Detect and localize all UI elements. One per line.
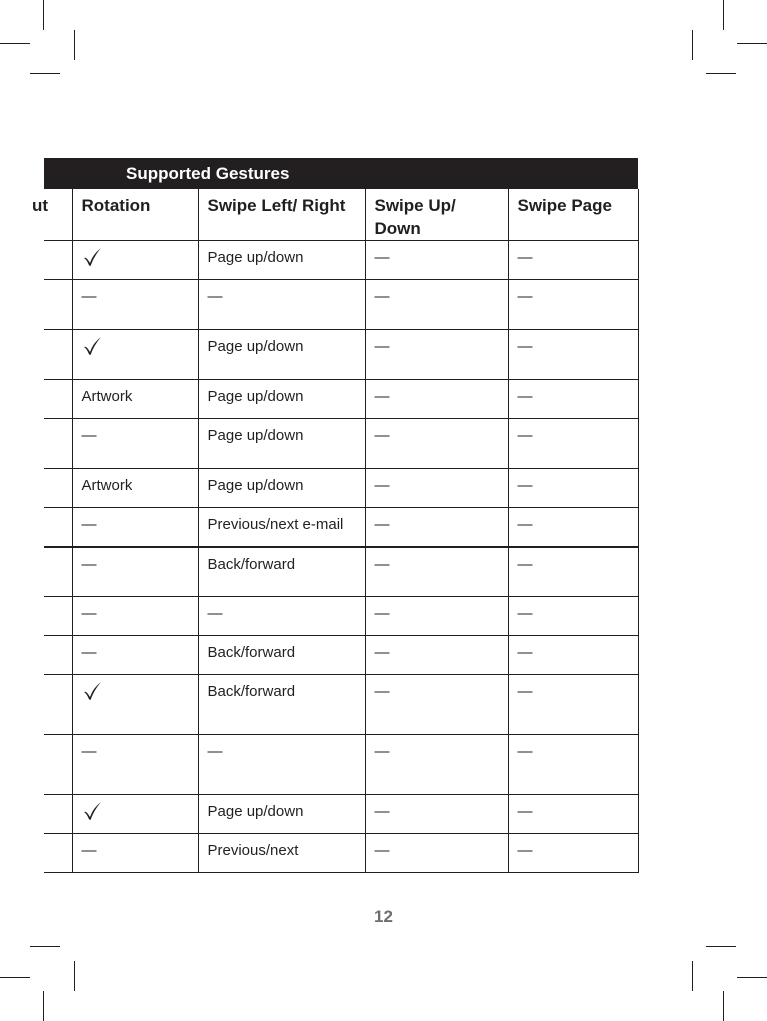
cut-cell (44, 241, 72, 280)
cut-cell (44, 380, 72, 419)
swipe-up-down-cell: — (365, 469, 508, 508)
swipe-left-right-cell: Page up/down (198, 241, 365, 280)
crop-mark (692, 961, 693, 991)
rotation-cell: Artwork (72, 380, 198, 419)
swipe-left-right-cell: Page up/down (198, 419, 365, 469)
rotation-cell: — (72, 547, 198, 597)
rotation-cell: — (72, 508, 198, 547)
swipe-page-cell: — (508, 330, 638, 380)
crop-mark (706, 946, 736, 947)
swipe-page-cell: — (508, 675, 638, 735)
swipe-up-down-cell: — (365, 419, 508, 469)
cut-cell (44, 330, 72, 380)
swipe-left-right-cell: — (198, 597, 365, 636)
table-row (44, 280, 638, 330)
page-number: 12 (374, 907, 393, 926)
checkmark-icon (82, 681, 102, 701)
table-header-row (44, 189, 638, 241)
swipe-up-down-cell: — (365, 280, 508, 330)
cut-cell (44, 419, 72, 469)
table-row (44, 469, 638, 508)
crop-mark (30, 73, 60, 74)
table-row (44, 597, 638, 636)
swipe-page-cell: — (508, 419, 638, 469)
cut-cell (44, 508, 72, 547)
swipe-up-down-cell: — (365, 735, 508, 795)
swipe-left-right-cell: — (198, 280, 365, 330)
table-row (44, 735, 638, 795)
crop-mark (74, 30, 75, 60)
swipe-page-cell: — (508, 469, 638, 508)
swipe-left-right-cell: Page up/down (198, 795, 365, 834)
swipe-page-cell: — (508, 280, 638, 330)
table-row (44, 508, 638, 547)
table-row (44, 419, 638, 469)
rotation-cell (72, 241, 198, 280)
rotation-cell (72, 795, 198, 834)
rotation-cell: — (72, 597, 198, 636)
swipe-page-cell: — (508, 241, 638, 280)
swipe-up-down-cell: — (365, 675, 508, 735)
cut-cell (44, 469, 72, 508)
cut-cell (44, 795, 72, 834)
rotation-cell (72, 330, 198, 380)
crop-mark (723, 991, 724, 1021)
swipe-left-right-cell: Back/forward (198, 636, 365, 675)
rotation-cell: Artwork (72, 469, 198, 508)
crop-mark (692, 30, 693, 60)
crop-mark (737, 977, 767, 978)
cut-cell (44, 735, 72, 795)
table-row (44, 675, 638, 735)
crop-mark (43, 0, 44, 30)
checkmark-icon (82, 336, 102, 356)
swipe-left-right-cell: Previous/next (198, 834, 365, 873)
crop-mark (0, 977, 30, 978)
column-header-swipe-up-down: Swipe Up/ Down (365, 189, 508, 241)
table-row (44, 330, 638, 380)
rotation-cell (72, 675, 198, 735)
swipe-left-right-cell: Page up/down (198, 380, 365, 419)
cut-cell (44, 675, 72, 735)
cut-cell (44, 636, 72, 675)
rotation-cell: — (72, 834, 198, 873)
table-row (44, 380, 638, 419)
swipe-page-cell: — (508, 380, 638, 419)
table-row (44, 636, 638, 675)
crop-mark (74, 961, 75, 991)
table-row (44, 834, 638, 873)
swipe-up-down-cell: — (365, 241, 508, 280)
banner-title: Supported Gestures (126, 164, 290, 183)
swipe-up-down-cell: — (365, 380, 508, 419)
swipe-page-cell: — (508, 547, 638, 597)
table-row (44, 547, 638, 597)
swipe-up-down-cell: — (365, 330, 508, 380)
cut-cell (44, 597, 72, 636)
column-header-swipe-page: Swipe Page (508, 189, 638, 241)
column-header-rotation: Rotation (72, 189, 198, 241)
crop-mark (0, 43, 30, 44)
table-row (44, 241, 638, 280)
swipe-page-cell: — (508, 636, 638, 675)
swipe-left-right-cell: Page up/down (198, 469, 365, 508)
swipe-left-right-cell: — (198, 735, 365, 795)
crop-mark (43, 991, 44, 1021)
swipe-page-cell: — (508, 795, 638, 834)
crop-mark (30, 946, 60, 947)
crop-mark (723, 0, 724, 30)
swipe-page-cell: — (508, 597, 638, 636)
swipe-page-cell: — (508, 834, 638, 873)
rotation-cell: — (72, 419, 198, 469)
swipe-up-down-cell: — (365, 834, 508, 873)
column-header-cut: ut (44, 189, 72, 241)
swipe-left-right-cell: Previous/next e-mail (198, 508, 365, 547)
swipe-page-cell: — (508, 735, 638, 795)
swipe-page-cell: — (508, 508, 638, 547)
rotation-cell: — (72, 735, 198, 795)
checkmark-icon (82, 801, 102, 821)
swipe-up-down-cell: — (365, 636, 508, 675)
column-header-swipe-left-right: Swipe Left/ Right (198, 189, 365, 241)
rotation-cell: — (72, 280, 198, 330)
swipe-up-down-cell: — (365, 547, 508, 597)
crop-mark (737, 43, 767, 44)
cut-cell (44, 280, 72, 330)
rotation-cell: — (72, 636, 198, 675)
swipe-up-down-cell: — (365, 795, 508, 834)
gestures-table (32, 189, 639, 873)
cut-cell (44, 834, 72, 873)
gestures-table-wrap (32, 189, 638, 873)
table-body (44, 241, 638, 873)
swipe-left-right-cell: Page up/down (198, 330, 365, 380)
table-banner (44, 158, 638, 189)
swipe-up-down-cell: — (365, 508, 508, 547)
swipe-left-right-cell: Back/forward (198, 547, 365, 597)
swipe-left-right-cell: Back/forward (198, 675, 365, 735)
table-row (44, 795, 638, 834)
checkmark-icon (82, 247, 102, 267)
swipe-up-down-cell: — (365, 597, 508, 636)
cut-cell (44, 547, 72, 597)
crop-mark (706, 73, 736, 74)
